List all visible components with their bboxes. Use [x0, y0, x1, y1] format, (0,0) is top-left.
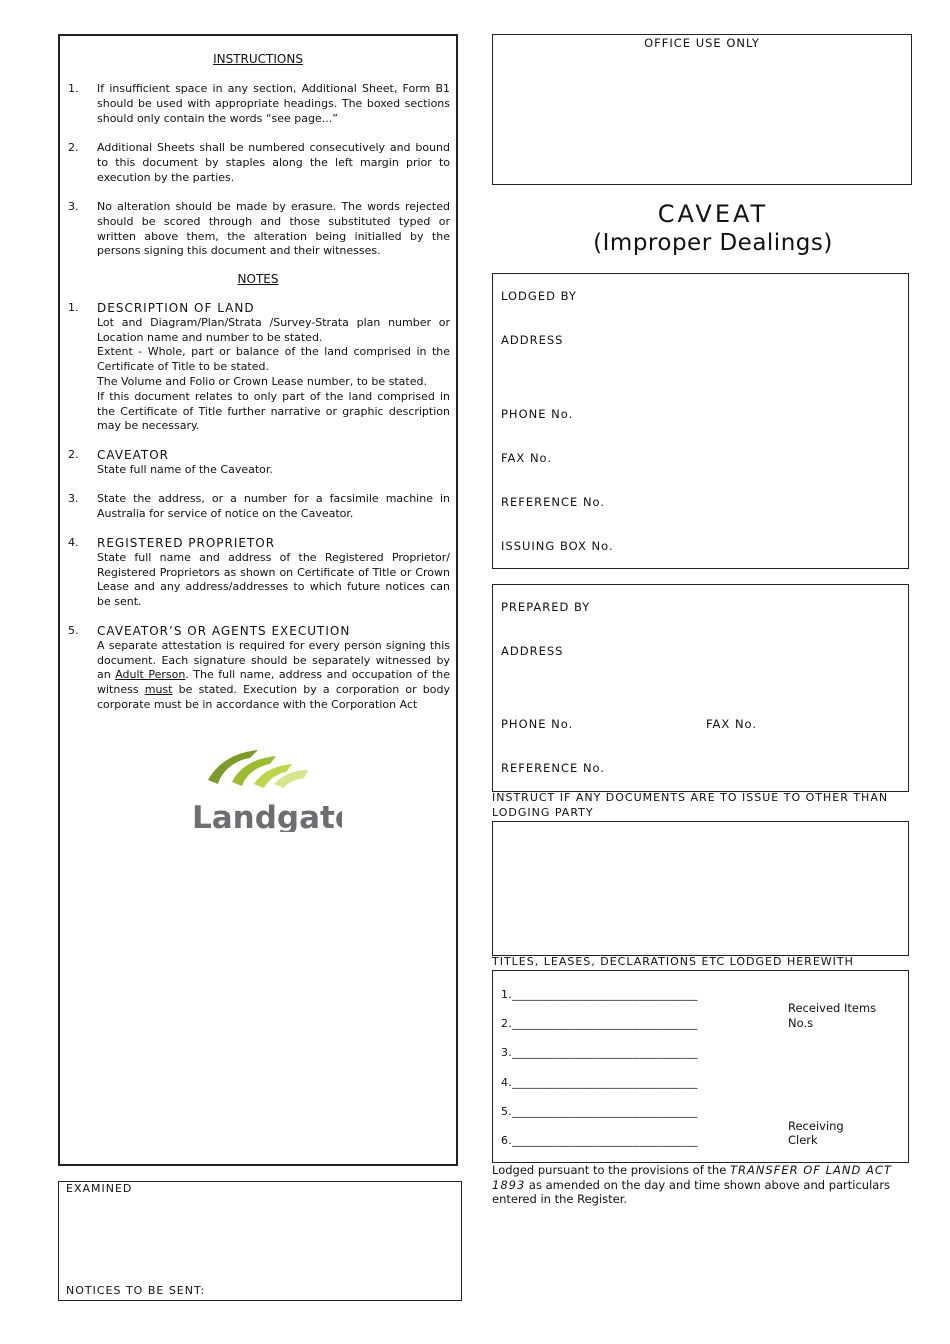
received-items-label: Received Items No.s	[788, 1001, 877, 1030]
item-number: 2.	[68, 448, 79, 461]
lodged-fax-label: FAX No.	[501, 451, 553, 465]
item-text: Additional Sheets shall be numbered consecutively and bound to this document by staples along the left margin prior to execution by the parties.	[97, 141, 450, 184]
item-text: If insufficient space in any section, Additional Sheet, Form B1 should be used with appropriate headings. The boxed sections should only contain the words “see page...”	[97, 82, 450, 125]
instructions-heading: INSTRUCTIONS	[213, 52, 303, 66]
receiving-clerk-label: Receiving Clerk	[788, 1119, 844, 1147]
titles-line-5: 5.________________________________	[501, 1105, 698, 1118]
footer-statement: Lodged pursuant to the provisions of the TRANSFER OF LAND ACT 1893 as amended on the day and time shown above and particulars entered in the Register.	[492, 1163, 892, 1206]
lodged-reference-label: REFERENCE No.	[501, 495, 606, 509]
notices-label: NOTICES TO BE SENT:	[66, 1284, 206, 1297]
titles-line-3: 3.________________________________	[501, 1046, 698, 1059]
instruction-item-1	[68, 82, 450, 126]
landgate-logo-mark	[192, 748, 342, 832]
note-title: REGISTERED PROPRIETOR	[97, 536, 276, 550]
title-line-2: (Improper Dealings)	[593, 230, 833, 256]
item-number: 4.	[68, 536, 79, 549]
lodged-address-label: ADDRESS	[501, 333, 564, 347]
item-number: 5.	[68, 624, 79, 637]
notes-heading: NOTES	[237, 272, 279, 286]
item-number: 2.	[68, 141, 79, 154]
note-text: Extent - Whole, part or balance of the land comprised in the Certificate of Title to be stated.	[97, 345, 450, 374]
note-title: CAVEATOR’S OR AGENTS EXECUTION	[97, 624, 351, 638]
item-number: 3.	[68, 200, 79, 213]
instruct-label: INSTRUCT IF ANY DOCUMENTS ARE TO ISSUE TO OTHER THAN LODGING PARTY	[492, 791, 889, 819]
note-text: State the address, or a number for a facsimile machine in Australia for service of notice on the Caveator.	[97, 492, 450, 520]
note-text: A separate attestation is required for every person signing this document. Each signature should be separately witnessed by an Adult Person. The full name, address and occupation of the witness must be stated. Execution by a corporation or body corporate must be in accordance with the Corporation Act	[97, 638, 450, 711]
titles-line-2: 2.________________________________	[501, 1017, 698, 1030]
titles-line-6: 6.________________________________	[501, 1134, 698, 1147]
examined-label: EXAMINED	[66, 1182, 133, 1195]
titles-box	[492, 970, 909, 1163]
item-number: 1.	[68, 301, 79, 314]
note-text: If this document relates to only part of the land comprised in the Certificate of Title further narrative or graphic description may be necessary.	[97, 389, 450, 433]
instruct-box	[492, 821, 909, 956]
svg-text:Landgate: Landgate	[192, 800, 342, 832]
note-title: DESCRIPTION OF LAND	[97, 301, 255, 315]
document-title	[492, 200, 934, 258]
instruction-item-3	[68, 200, 450, 259]
prepared-address-label: ADDRESS	[501, 644, 564, 658]
office-use-label: OFFICE USE ONLY	[644, 36, 760, 50]
lodged-by-label: LODGED BY	[501, 289, 577, 303]
item-text: No alteration should be made by erasure. The words rejected should be scored through and those substituted typed or written above them, the alteration being initialled by the persons signing this document and their witnesses.	[97, 200, 450, 258]
note-item-2	[68, 448, 450, 478]
prepared-fax-label: FAX No.	[706, 717, 758, 731]
instructions-panel	[58, 34, 458, 1166]
note-text: State full name and address of the Registered Proprietor/ Registered Proprietors as shown on Certificate of Title or Crown Lease and any address/addresses to which future notices can be sent.	[97, 550, 450, 609]
landgate-logo	[192, 748, 342, 832]
prepared-by-box	[492, 584, 909, 792]
titles-line-1: 1.________________________________	[501, 988, 698, 1001]
office-use-box	[492, 34, 912, 185]
prepared-by-label: PREPARED BY	[501, 600, 591, 614]
note-item-3	[68, 492, 450, 522]
note-item-4	[68, 536, 450, 610]
item-number: 1.	[68, 82, 79, 95]
note-title: CAVEATOR	[97, 448, 170, 462]
note-text: Lot and Diagram/Plan/Strata /Survey-Strata plan number or Location name and number to be stated.	[97, 315, 450, 344]
note-item-1	[68, 301, 450, 434]
act-name: TRANSFER OF LAND ACT 1893	[492, 1163, 892, 1192]
prepared-phone-label: PHONE No.	[501, 717, 574, 731]
titles-line-4: 4.________________________________	[501, 1076, 698, 1089]
title-line-1: CAVEAT	[657, 200, 769, 228]
instruction-item-2	[68, 141, 450, 185]
note-text: The Volume and Folio or Crown Lease number, to be stated.	[97, 374, 427, 388]
note-text: State full name of the Caveator.	[97, 462, 273, 476]
lodged-by-box	[492, 273, 909, 569]
item-number: 3.	[68, 492, 79, 505]
note-item-5	[68, 624, 450, 713]
titles-label: TITLES, LEASES, DECLARATIONS ETC LODGED HEREWITH	[492, 955, 854, 968]
lodged-phone-label: PHONE No.	[501, 407, 574, 421]
examined-box	[58, 1181, 462, 1301]
prepared-reference-label: REFERENCE No.	[501, 761, 606, 775]
issuing-box-label: ISSUING BOX No.	[501, 539, 614, 553]
